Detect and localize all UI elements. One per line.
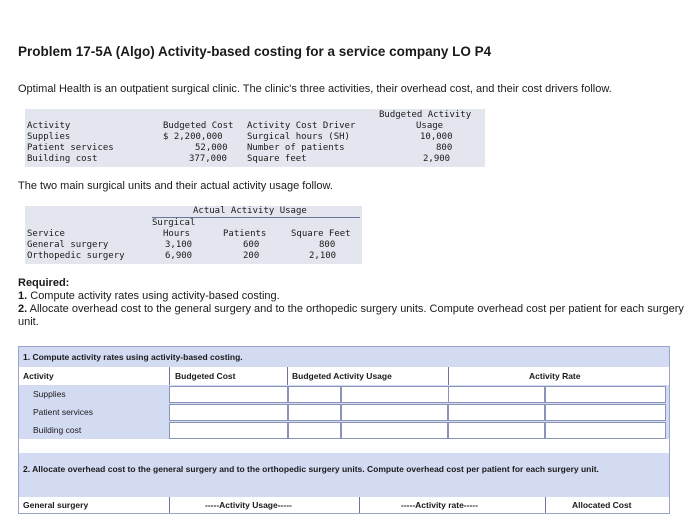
col-service-header: Service — [27, 229, 65, 239]
row-activity: Supplies — [27, 132, 71, 142]
part2-alloc-label: Allocated Cost — [572, 500, 632, 510]
row-driver: Square feet — [247, 154, 307, 164]
page-title: Problem 17-5A (Algo) Activity-based costing for a service company LO P4 — [18, 44, 492, 59]
table-row — [19, 385, 669, 403]
building-cost-usage-unit-input[interactable] — [288, 422, 341, 439]
part1-title: 1. Compute activity rates using activity-based costing. — [23, 352, 243, 362]
patient-services-usage-unit-input[interactable] — [288, 404, 341, 421]
building-cost-cost-input[interactable] — [169, 422, 288, 439]
divider — [448, 367, 449, 385]
divider — [359, 497, 360, 513]
required-section — [18, 277, 698, 329]
patient-services-usage-input[interactable] — [341, 404, 448, 421]
col-rate-label: Activity Rate — [529, 371, 581, 381]
row-activity: Building cost — [27, 154, 98, 164]
spacer-row — [19, 439, 669, 453]
divider — [169, 367, 170, 385]
divider — [287, 367, 288, 385]
usage-table — [25, 206, 362, 264]
row-activity-label: Building cost — [33, 425, 82, 435]
col-activity-label: Activity — [23, 371, 54, 381]
col-patients-header: Patients — [223, 229, 267, 239]
supplies-rate-unit-input[interactable] — [448, 386, 545, 403]
part2-usage-label: -----Activity Usage----- — [205, 500, 292, 510]
row-driver: Number of patients — [247, 143, 345, 153]
patient-services-rate-unit-input[interactable] — [448, 404, 545, 421]
building-cost-usage-input[interactable] — [341, 422, 448, 439]
row-patients: 600 — [243, 240, 260, 250]
part2-header-row — [19, 497, 669, 513]
row-cost: 377,000 — [189, 154, 227, 164]
intro-text: Optimal Health is an outpatient surgical clinic. The clinic's three activities, their overhead cost, and their cost drivers follow. — [18, 83, 612, 95]
row-activity-label: Supplies — [33, 389, 66, 399]
required-item1-num: 1. — [18, 290, 28, 302]
col-usage-header-1: Budgeted Activity — [379, 110, 472, 120]
part2-unit-label: General surgery — [23, 500, 89, 510]
row-usage: 2,900 — [423, 154, 451, 164]
supplies-usage-unit-input[interactable] — [288, 386, 341, 403]
row-cost: 52,000 — [195, 143, 228, 153]
row-cost: $ 2,200,000 — [163, 132, 223, 142]
col-surgical-header-1: Surgical — [152, 218, 196, 228]
answer-panel — [18, 346, 670, 514]
col-cost-label: Budgeted Cost — [175, 371, 236, 381]
building-cost-rate-unit-input[interactable] — [448, 422, 545, 439]
divider — [545, 497, 546, 513]
activities-table — [25, 109, 485, 167]
supplies-rate-input[interactable] — [545, 386, 666, 403]
group-header: Actual Activity Usage — [193, 206, 307, 216]
row-driver: Surgical hours (SH) — [247, 132, 350, 142]
col-activity-header: Activity — [27, 121, 71, 131]
part2-title: 2. Allocate overhead cost to the general surgery and to the orthopedic surgery units. Compute overhead cost per patient for each surgery unit. — [23, 464, 599, 474]
building-cost-rate-input[interactable] — [545, 422, 666, 439]
col-usage-label: Budgeted Activity Usage — [292, 371, 392, 381]
col-usage-header-2: Usage — [416, 121, 444, 131]
patient-services-cost-input[interactable] — [169, 404, 288, 421]
required-item2: Allocate overhead cost to the general surgery and to the orthopedic surgery units. Compute overhead cost per patient for each surgery unit. — [18, 303, 684, 328]
row-patients: 200 — [243, 251, 260, 261]
row-hours: 6,900 — [165, 251, 193, 261]
part1-header-row — [19, 367, 669, 385]
col-sqft-header: Square Feet — [291, 229, 351, 239]
col-cost-header: Budgeted Cost — [163, 121, 234, 131]
row-activity: Patient services — [27, 143, 114, 153]
intro-text-2: The two main surgical units and their actual activity usage follow. — [18, 180, 333, 192]
row-sqft: 2,100 — [309, 251, 337, 261]
table-row — [19, 403, 669, 421]
table-row — [19, 421, 669, 439]
required-heading: Required: — [18, 277, 70, 289]
part2-rate-label: -----Activity rate----- — [401, 500, 478, 510]
row-sqft: 800 — [319, 240, 336, 250]
row-service: Orthopedic surgery — [27, 251, 125, 261]
required-item1: Compute activity rates using activity-based costing. — [27, 290, 280, 302]
supplies-cost-input[interactable] — [169, 386, 288, 403]
row-service: General surgery — [27, 240, 109, 250]
divider — [169, 497, 170, 513]
row-activity-label: Patient services — [33, 407, 93, 417]
col-driver-header: Activity Cost Driver — [247, 121, 356, 131]
patient-services-rate-input[interactable] — [545, 404, 666, 421]
row-hours: 3,100 — [165, 240, 193, 250]
col-surgical-header-2: Hours — [163, 229, 191, 239]
row-usage: 10,000 — [420, 132, 453, 142]
row-usage: 800 — [436, 143, 453, 153]
required-item2-num: 2. — [18, 303, 28, 315]
